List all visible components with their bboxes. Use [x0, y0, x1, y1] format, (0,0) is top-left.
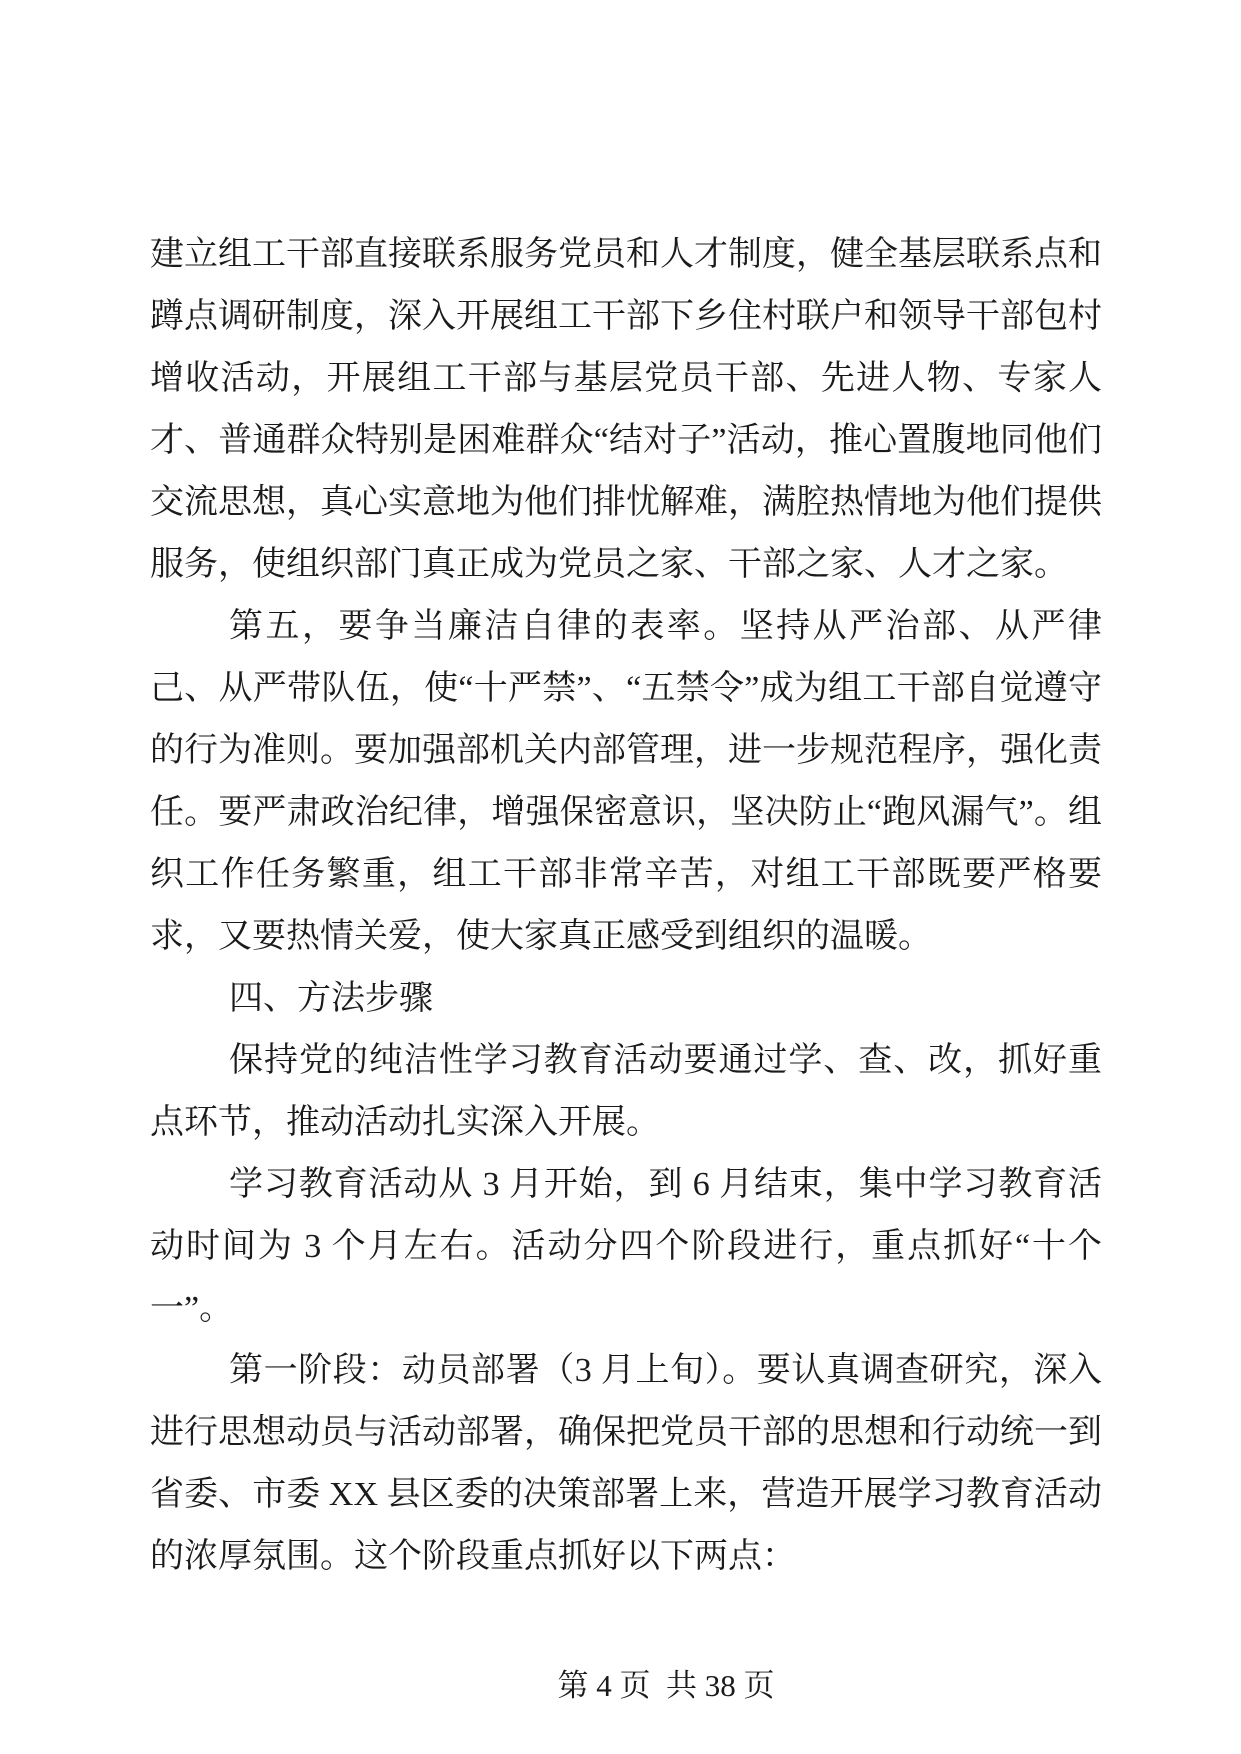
- paragraph: 保持党的纯洁性学习教育活动要通过学、查、改，抓好重点环节，推动活动扎实深入开展。: [150, 1042, 1102, 1141]
- page-number-indicator: 第 4 页 共 38 页: [557, 1668, 775, 1703]
- paragraph: 学习教育活动从 3 月开始，到 6 月结束，集中学习教育活动时间为 3 个月左右。活动分四个阶段进行，重点抓好“十个一”。: [150, 1166, 1102, 1327]
- paragraph: 四、方法步骤: [229, 980, 433, 1017]
- paragraph: 第一阶段：动员部署（3 月上旬）。要认真调查研究，深入进行思想动员与活动部署，确保把党员干部的思想和行动统一到省委、市委 XX 县区委的决策部署上来，营造开展学习教育活动的浓厚氛围。这个阶段重点抓好以下两点：: [150, 1352, 1102, 1575]
- paragraph: 第五，要争当廉洁自律的表率。坚持从严治部、从严律己、从严带队伍，使“十严禁”、“五禁令”成为组工干部自觉遵守的行为准则。要加强部机关内部管理，进一步规范程序，强化责任。要严肃政治纪律，增强保密意识，坚决防止“跑风漏气”。组织工作任务繁重，组工干部非常辛苦，对组工干部既要严格要求，又要热情关爱，使大家真正感受到组织的温暖。: [150, 608, 1102, 955]
- document-body: [150, 224, 1102, 1588]
- page-footer: [0, 1626, 1241, 1746]
- paragraph: 建立组工干部直接联系服务党员和人才制度，健全基层联系点和蹲点调研制度，深入开展组工干部下乡住村联户和领导干部包村增收活动，开展组工干部与基层党员干部、先进人物、专家人才、普通群众特别是困难群众“结对子”活动，推心置腹地同他们交流思想，真心实意地为他们排忧解难，满腔热情地为他们提供服务，使组织部门真正成为党员之家、干部之家、人才之家。: [150, 236, 1102, 583]
